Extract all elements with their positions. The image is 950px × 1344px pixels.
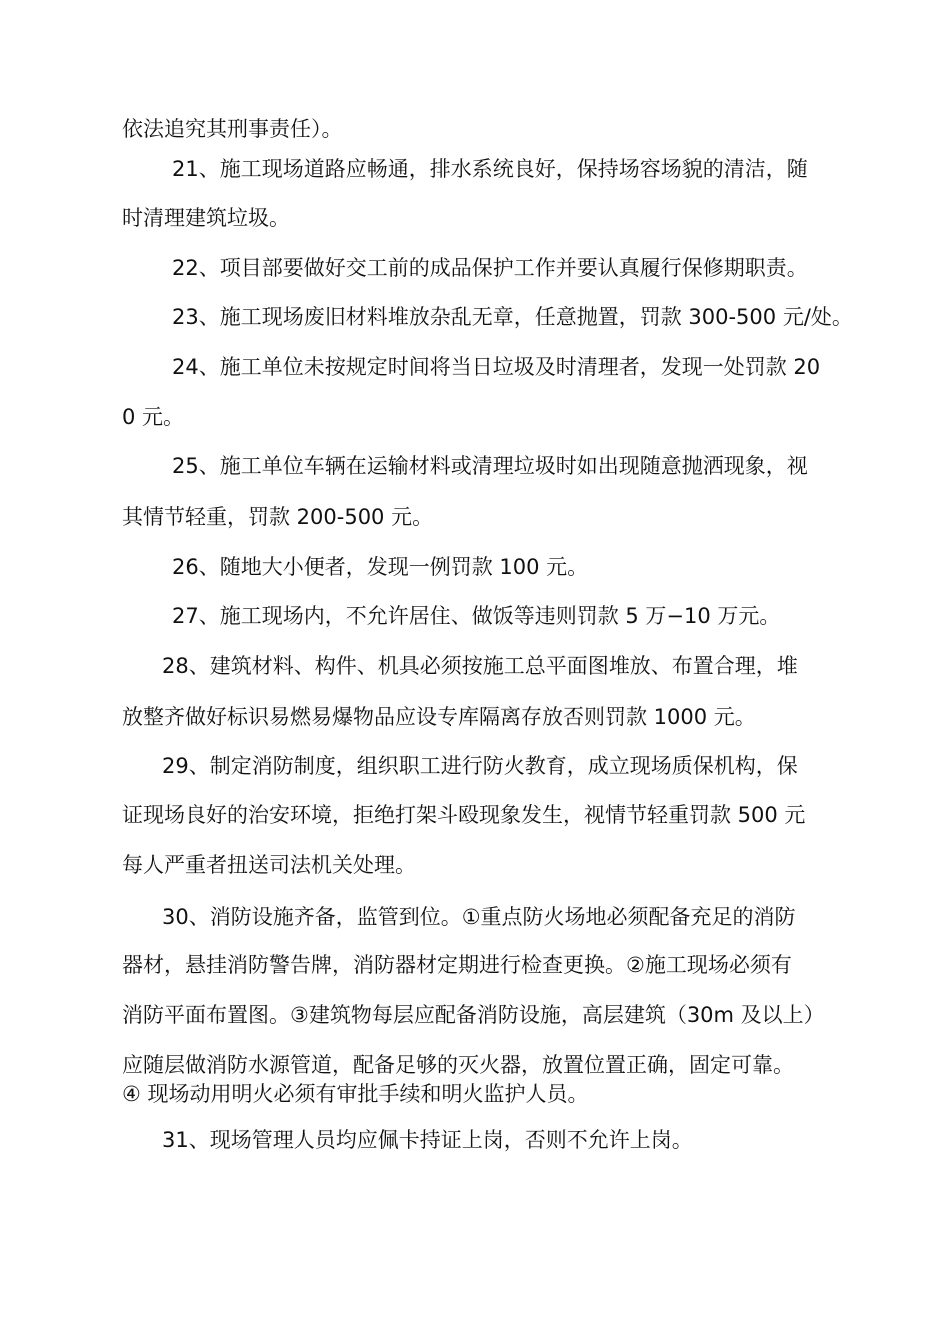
text-line-item-26: 26、随地大小便者，发现一例罚款 100 元。 — [172, 555, 589, 579]
text-line-item-24: 24、施工单位未按规定时间将当日垃圾及时清理者，发现一处罚款 20 — [172, 355, 821, 379]
text-line-item-21: 21、施工现场道路应畅通，排水系统良好，保持场容场貌的清洁，随 — [172, 157, 808, 181]
text-line-item-30-cont: ④ 现场动用明火必须有审批手续和明火监护人员。 — [122, 1082, 589, 1106]
text-line-item-24-cont: 0 元。 — [122, 405, 185, 429]
text-line-item-25-cont: 其情节轻重，罚款 200-500 元。 — [122, 505, 434, 529]
text-line-item-29-cont: 证现场良好的治安环境，拒绝打架斗殴现象发生，视情节轻重罚款 500 元 — [122, 803, 806, 827]
text-line-item-22: 22、项目部要做好交工前的成品保护工作并要认真履行保修期职责。 — [172, 256, 808, 280]
text-line-item-31: 31、现场管理人员均应佩卡持证上岗，否则不允许上岗。 — [162, 1128, 693, 1152]
text-line-item-27: 27、施工现场内，不允许居住、做饭等违则罚款 5 万−10 万元。 — [172, 604, 781, 628]
text-line-item-30: 30、消防设施齐备，监管到位。①重点防火场地必须配备充足的消防 — [162, 905, 796, 929]
text-line-item-28-cont: 放整齐做好标识易燃易爆物品应设专库隔离存放否则罚款 1000 元。 — [122, 705, 756, 729]
text-line-item-21-cont: 时清理建筑垃圾。 — [122, 206, 290, 230]
text-line-item-28: 28、建筑材料、构件、机具必须按施工总平面图堆放、布置合理，堆 — [162, 654, 798, 678]
text-line-item-30-cont: 应随层做消防水源管道，配备足够的灭火器，放置位置正确，固定可靠。 — [122, 1053, 794, 1077]
text-line-item-30-cont: 器材，悬挂消防警告牌，消防器材定期进行检查更换。②施工现场必须有 — [122, 953, 792, 977]
text-line-item-30-cont: 消防平面布置图。③建筑物每层应配备消防设施，高层建筑（30m 及以上） — [122, 1003, 825, 1027]
text-line-item-23: 23、施工现场废旧材料堆放杂乱无章，任意抛置，罚款 300-500 元/处。 — [172, 305, 853, 329]
text-line-item-25: 25、施工单位车辆在运输材料或清理垃圾时如出现随意抛洒现象，视 — [172, 454, 808, 478]
text-line-item-29-cont: 每人严重者扭送司法机关处理。 — [122, 853, 416, 877]
text-line-item-29: 29、制定消防制度，组织职工进行防火教育，成立现场质保机构，保 — [162, 754, 798, 778]
text-line-continuation: 依法追究其刑事责任）。 — [122, 117, 343, 141]
